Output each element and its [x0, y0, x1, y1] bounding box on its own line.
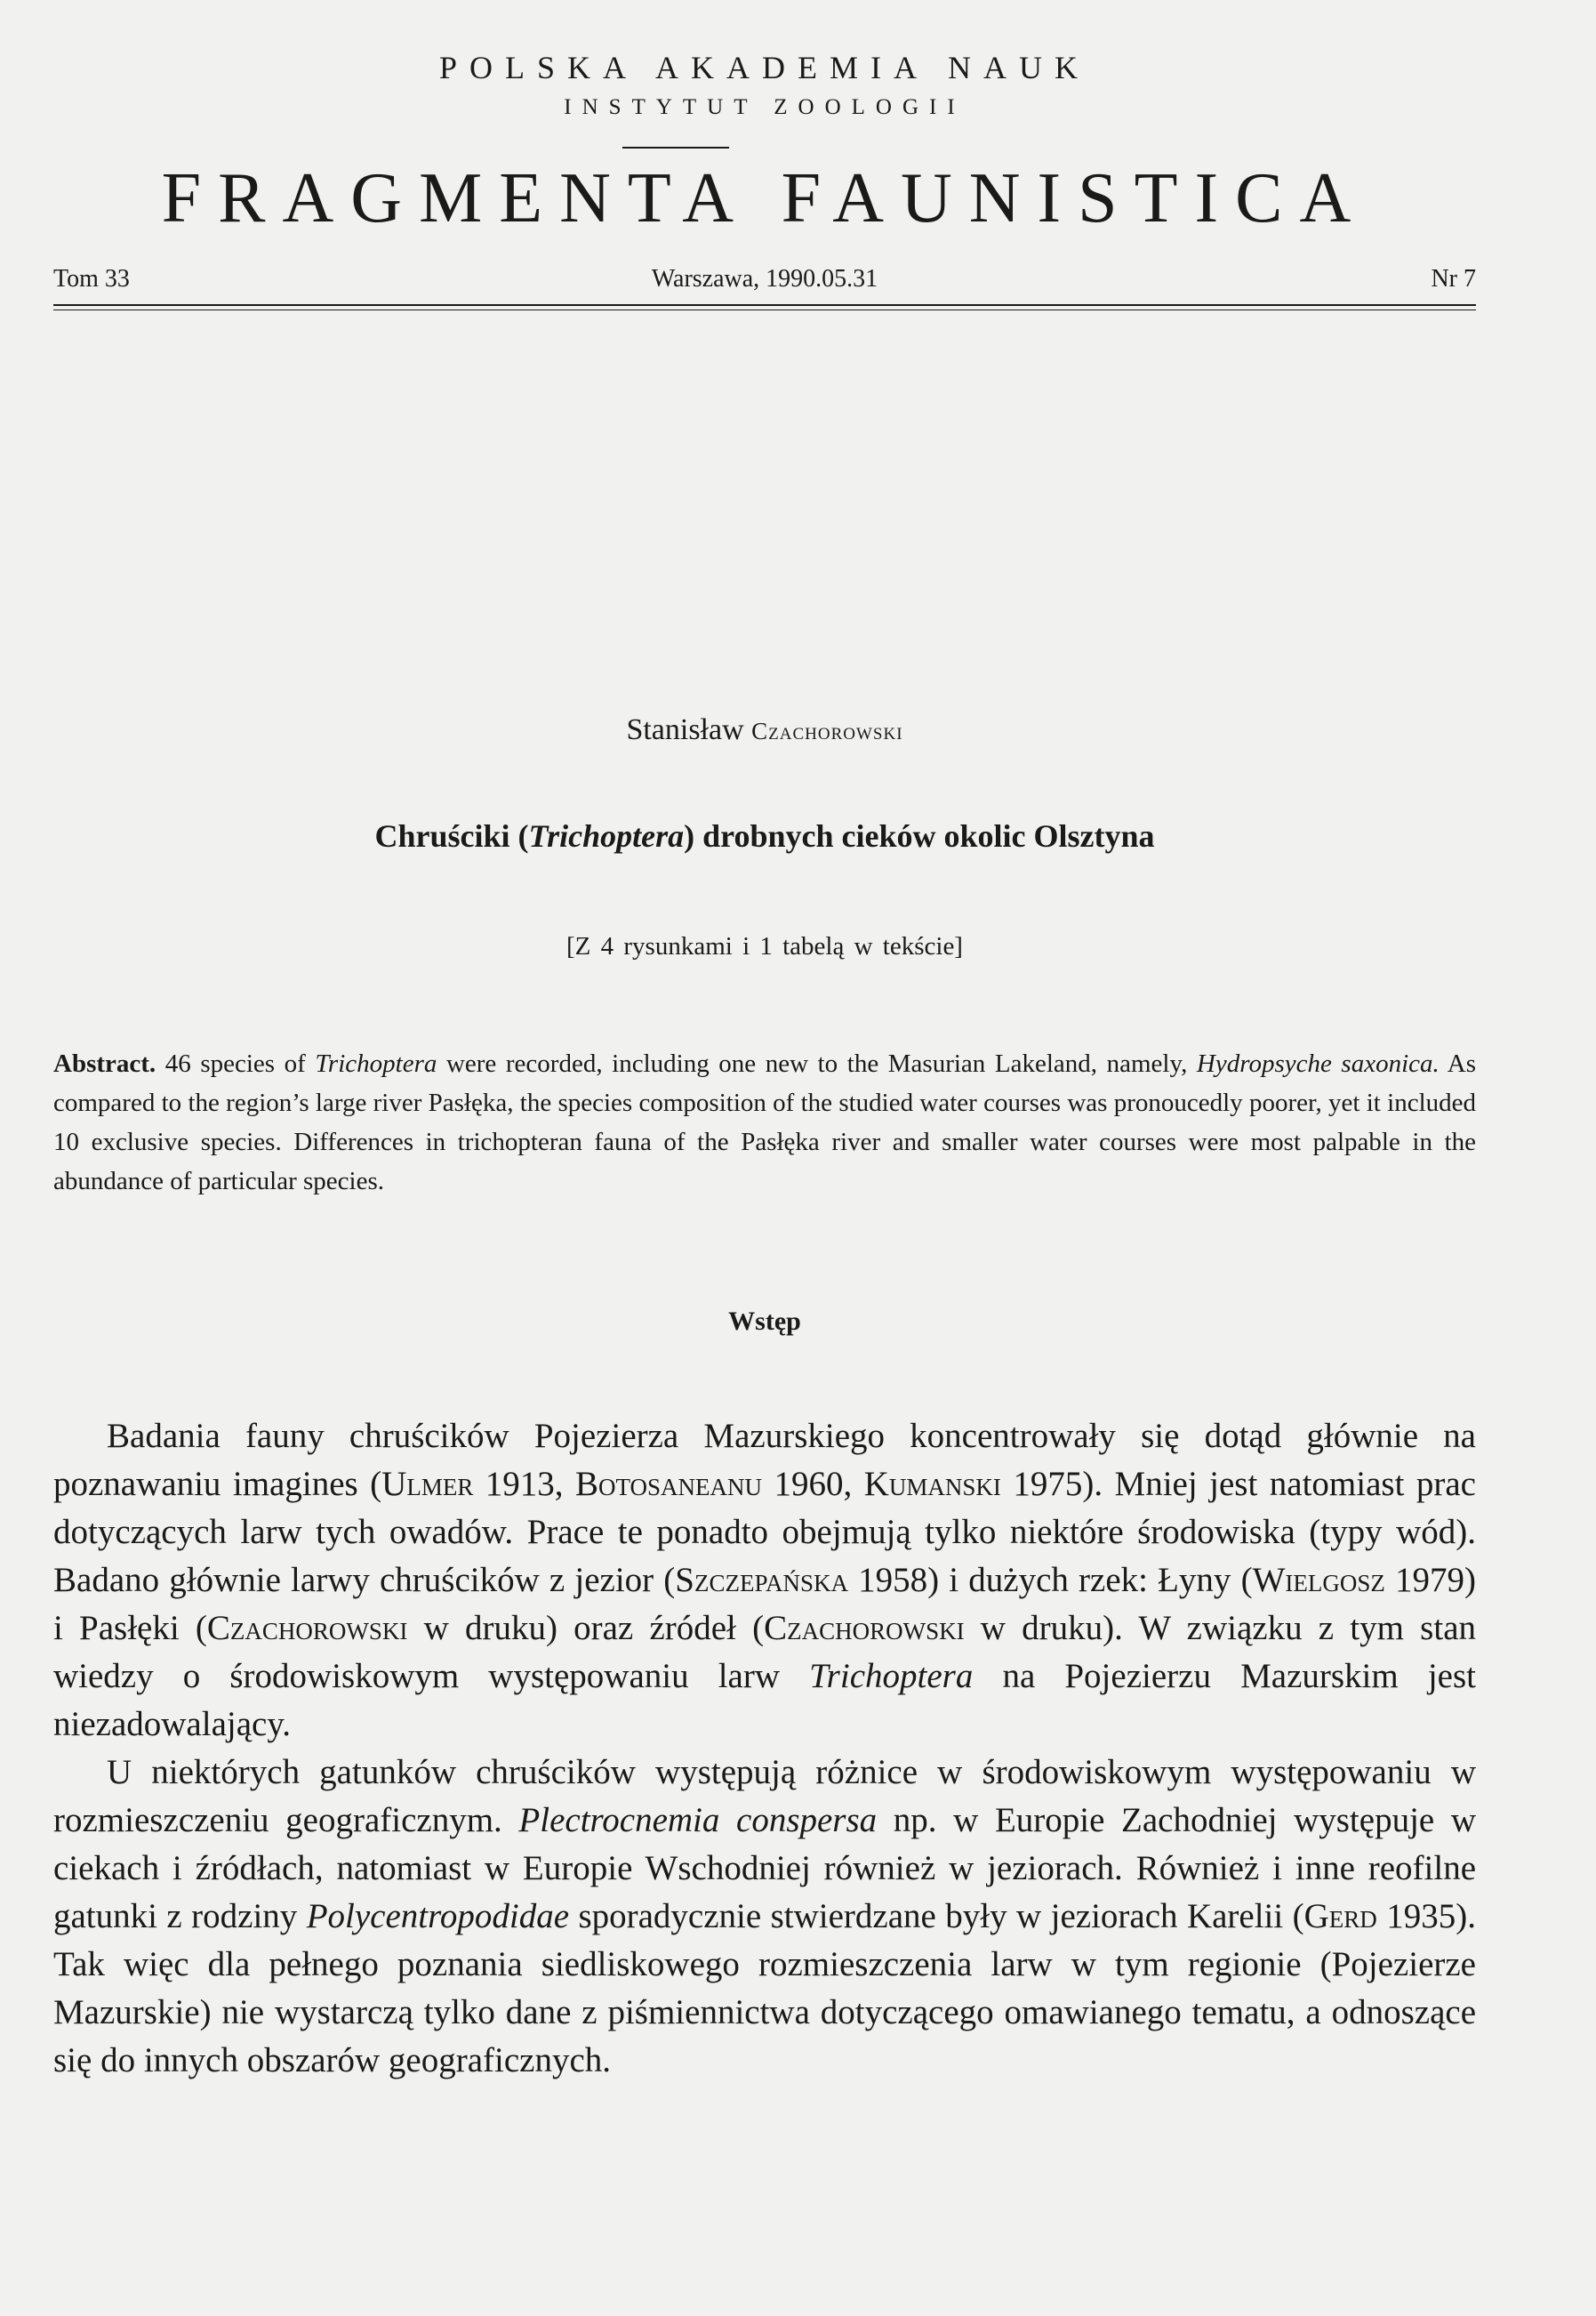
figures-note: [Z 4 rysunkami i 1 tabelą w tekście]: [566, 932, 963, 961]
taxon-name: Trichoptera: [809, 1657, 974, 1695]
issue-info-row: [53, 263, 1476, 295]
abstract-text: 46 species of: [156, 1049, 316, 1078]
paragraph-text: np. w Europie Zachodniej występuje w ciekach i źródłach, natomiast w Europie Wschodniej również w jeziorach. Również i inne reofilne gatunki z rodziny: [53, 1801, 1477, 1935]
paragraph-text: U niektórych gatunków chruścików występują różnice w środowiskowym występowaniu w rozmieszczeniu geograficznym.: [53, 1753, 1476, 1839]
paragraph-text: sporadycznie stwierdzane były w jeziorach Karelii (: [569, 1897, 1304, 1935]
cited-author: Kumanski: [863, 1465, 1001, 1503]
abstract-taxon: Hydropsyche saxonica.: [1196, 1049, 1440, 1078]
paragraph-text: Badania fauny chruścików Pojezierza Mazurskiego koncentrowały się dotąd głównie na poznawaniu imagines (: [53, 1417, 1476, 1503]
cited-author: Czachorowski: [764, 1609, 965, 1647]
cited-author: Szczepańska: [675, 1561, 849, 1599]
paragraph-text: 1979) i Pasłęki (: [53, 1561, 1476, 1647]
cited-author: Gerd: [1303, 1897, 1377, 1935]
header-short-rule: [622, 147, 729, 149]
abstract: [53, 1044, 1476, 1201]
paragraph-text: 1975). Mniej jest natomiast prac dotyczących larw tych owadów. Prace te ponadto obejmują tylko niektóre środowiska (typy wód). Badano głównie larwy chruścików z jezior (: [53, 1465, 1476, 1599]
paragraph-text: na Pojezierzu Mazurskim jest niezadowalający.: [53, 1657, 1476, 1743]
paragraph-text: 1935). Tak więc dla pełnego poznania siedliskowego rozmieszczenia larw w tym regionie (Pojezierze Mazurskie) nie wystarczą tylko dane z piśmiennictwa dotyczącego omawianego tematu, a odnoszące się do innych obszarów geograficznych.: [53, 1897, 1476, 2079]
title-taxon: Trichoptera: [528, 818, 685, 854]
section-heading: Wstęp: [728, 1307, 801, 1336]
cited-author: Czachorowski: [206, 1609, 408, 1647]
header-rule-thick: [53, 304, 1476, 306]
abstract-text: were recorded, including one new to the Masurian Lakeland, namely,: [437, 1049, 1197, 1078]
journal-title: FRAGMENTA FAUNISTICA: [161, 159, 1368, 237]
cited-author: Ulmer: [381, 1465, 474, 1503]
journal-page: [53, 0, 1476, 2316]
abstract-label: Abstract.: [53, 1049, 156, 1078]
issue-place-date: Warszawa, 1990.05.31: [651, 265, 878, 293]
paragraph-text: 1958) i dużych rzek: Łyny (: [848, 1561, 1253, 1599]
paragraph-text: w druku). W związku z tym stan wiedzy o środowiskowym występowaniu larw: [53, 1609, 1477, 1695]
article-author: [53, 712, 1476, 750]
author-last-name: Czachorowski: [751, 718, 903, 744]
author-first-name: Stanisław: [626, 713, 744, 746]
title-part: ) drobnych cieków okolic Olsztyna: [684, 818, 1155, 854]
cited-author: Wielgosz: [1252, 1561, 1385, 1599]
issue-number: Nr 7: [1431, 265, 1476, 293]
body-paragraph-2: [53, 1749, 1476, 2085]
abstract-text: As compared to the region’s large river Pasłęka, the species composition of the studied water courses was pronoucedly poorer, yet it included 10 exclusive species. Differences in trichopteran fauna of the Pasłęka river and smaller water courses were most palpable in the abundance of particular species.: [53, 1049, 1476, 1195]
paragraph-text: 1960,: [762, 1465, 864, 1503]
taxon-name: Polycentropodidae: [306, 1897, 570, 1935]
institute-name: INSTYTUT ZOOLOGII: [564, 95, 966, 119]
cited-author: Botosaneanu: [575, 1465, 763, 1503]
paragraph-text: w druku) oraz źródeł (: [407, 1609, 765, 1647]
issue-volume: Tom 33: [53, 265, 130, 293]
title-part: Chruściki (: [374, 818, 529, 854]
body-text: [53, 1412, 1476, 2085]
academy-name: POLSKA AKADEMIA NAUK: [438, 50, 1091, 85]
paragraph-text: 1913,: [473, 1465, 575, 1503]
body-paragraph-1: [53, 1412, 1476, 1749]
abstract-taxon: Trichoptera: [315, 1049, 437, 1078]
taxon-name: Plectrocnemia conspersa: [518, 1801, 878, 1839]
article-title: [53, 816, 1476, 856]
